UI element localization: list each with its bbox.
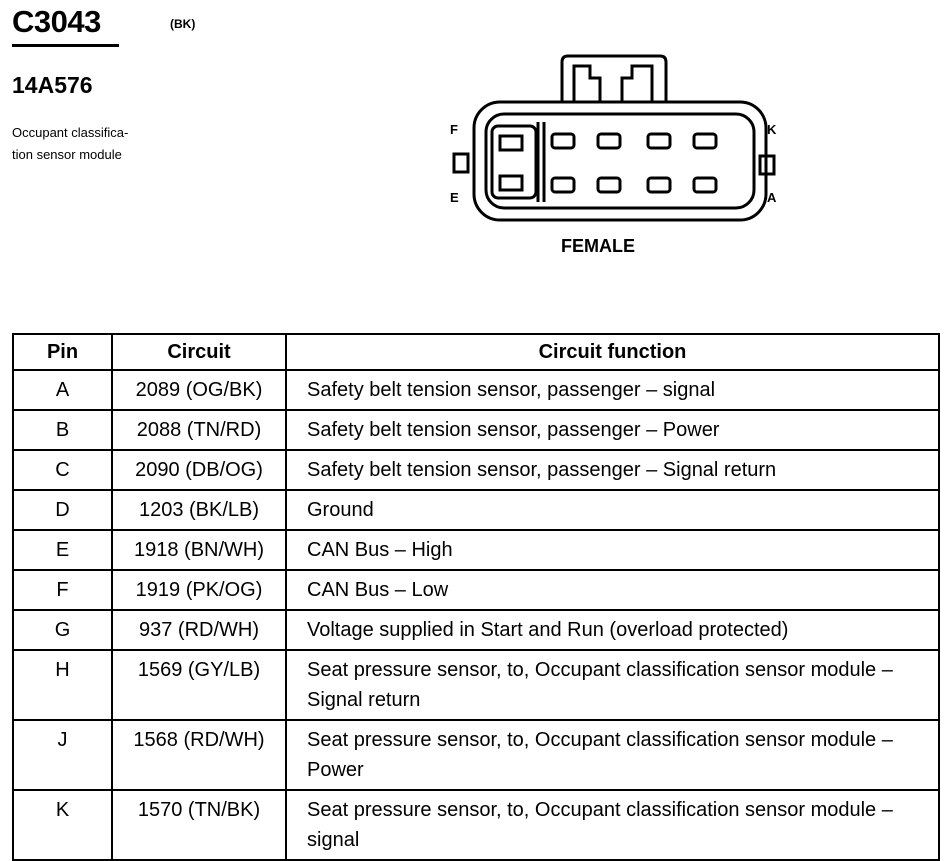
cell-function: Safety belt tension sensor, passenger – signal [286,370,939,410]
cell-function: Safety belt tension sensor, passenger – Power [286,410,939,450]
cell-function: CAN Bus – Low [286,570,939,610]
cell-pin: K [13,790,112,860]
connector-id: C3043 [12,4,101,39]
cell-circuit: 1568 (RD/WH) [112,720,286,790]
description-line-1: Occupant classifica- [12,125,129,140]
pin-cavity-k [694,134,716,148]
pin-cavity-b [648,178,670,192]
connector-description [12,122,128,166]
table-row [13,450,939,490]
cell-pin: E [13,530,112,570]
table-header-row [13,334,939,370]
cell-circuit: 1203 (BK/LB) [112,490,286,530]
cell-circuit: 2089 (OG/BK) [112,370,286,410]
pin-cavity-g [552,134,574,148]
cell-pin: F [13,570,112,610]
pin-cavity-h [598,134,620,148]
cell-circuit: 937 (RD/WH) [112,610,286,650]
header-pin: Pin [13,334,112,370]
table-row [13,410,939,450]
cell-function: Seat pressure sensor, to, Occupant classification sensor module – Power [286,720,939,790]
cell-pin: A [13,370,112,410]
cell-circuit: 1569 (GY/LB) [112,650,286,720]
description-line-2: tion sensor module [12,147,122,162]
pin-label-f: F [450,122,458,137]
table-row [13,610,939,650]
pin-label-e: E [450,190,459,205]
cell-pin: H [13,650,112,720]
table-row [13,720,939,790]
table-row [13,570,939,610]
cell-function: Safety belt tension sensor, passenger – Signal return [286,450,939,490]
pinout-table [12,333,940,861]
connector-color: (BK) [170,17,196,31]
connector-inner-body [486,114,754,208]
pin-label-k: K [767,122,777,137]
latch-slot-left [574,66,600,102]
pin-cavity-f [500,136,522,150]
cell-function: Ground [286,490,939,530]
connector-outer-body [474,102,766,220]
cell-circuit: 2088 (TN/RD) [112,410,286,450]
cell-circuit: 2090 (DB/OG) [112,450,286,490]
cell-circuit: 1919 (PK/OG) [112,570,286,610]
cell-pin: J [13,720,112,790]
connector-gender-label: FEMALE [561,236,635,256]
cell-circuit: 1570 (TN/BK) [112,790,286,860]
cell-pin: G [13,610,112,650]
header-circuit-function: Circuit function [286,334,939,370]
pin-cavity-a [694,178,716,192]
connector-latch [562,56,666,102]
cell-pin: C [13,450,112,490]
table-row [13,490,939,530]
cell-function: Seat pressure sensor, to, Occupant classification sensor module – Signal return [286,650,939,720]
pin-cavity-j [648,134,670,148]
pin-cavity-e [500,176,522,190]
latch-slot-right [622,66,652,102]
left-keying-tab [454,154,468,172]
pin-cavity-d [552,178,574,192]
table-row [13,530,939,570]
table-row [13,370,939,410]
cell-pin: B [13,410,112,450]
table-row [13,790,939,860]
cell-circuit: 1918 (BN/WH) [112,530,286,570]
table-row [13,650,939,720]
part-number: 14A576 [12,72,93,98]
cell-function: Seat pressure sensor, to, Occupant classification sensor module – signal [286,790,939,860]
connector-id-underline [12,44,119,47]
cell-function: Voltage supplied in Start and Run (overload protected) [286,610,939,650]
header-circuit: Circuit [112,334,286,370]
pin-cavity-c [598,178,620,192]
pin-label-a: A [767,190,777,205]
connector-face-diagram [440,50,800,235]
cell-function: CAN Bus – High [286,530,939,570]
cell-pin: D [13,490,112,530]
